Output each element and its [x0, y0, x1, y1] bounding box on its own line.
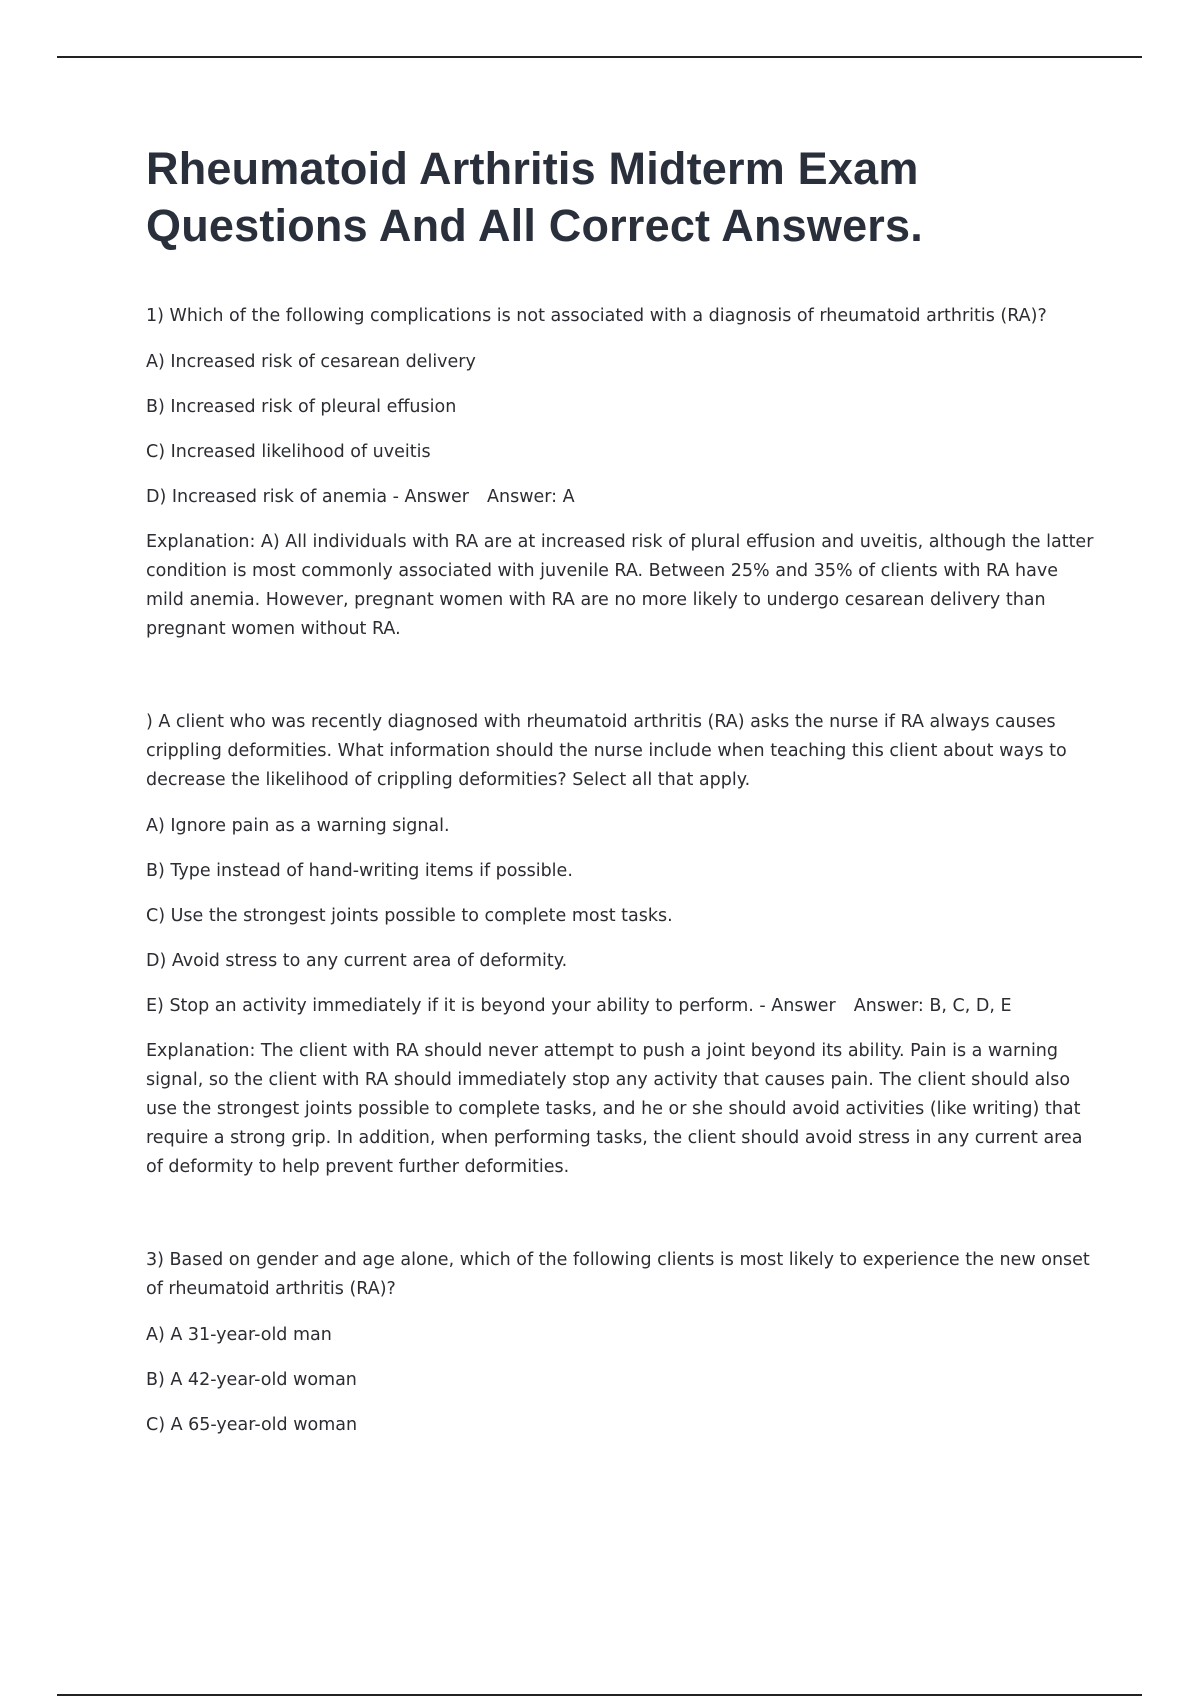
correct-answer: Answer: A [487, 487, 575, 507]
answer-option: B) A 42-year-old woman [146, 1370, 357, 1390]
answer-option: C) Increased likelihood of uveitis [146, 442, 431, 462]
answer-option: C) A 65-year-old woman [146, 1415, 358, 1435]
question-block [146, 302, 1096, 644]
answer-option: E) Stop an activity immediately if it is beyond your ability to perform. - Answer [146, 996, 836, 1016]
document-title: Rheumatoid Arthritis Midterm Exam Questions And All Correct Answers. [146, 143, 923, 251]
question-text: 3) Based on gender and age alone, which of the following clients is most likely to experience the new onset of rheumatoid arthritis (RA)? [146, 1250, 1090, 1299]
answer-option: B) Increased risk of pleural effusion [146, 397, 457, 417]
answer-option: A) A 31-year-old man [146, 1325, 332, 1345]
answer-option: D) Avoid stress to any current area of deformity. [146, 951, 568, 971]
answer-option: D) Increased risk of anemia - Answer [146, 487, 470, 507]
bottom-rule [57, 1694, 1142, 1696]
top-rule [57, 56, 1142, 58]
answer-option: B) Type instead of hand-writing items if possible. [146, 861, 573, 881]
question-text: 1) Which of the following complications is not associated with a diagnosis of rheumatoid arthritis (RA)? [146, 306, 1047, 326]
answer-option: A) Ignore pain as a warning signal. [146, 816, 450, 836]
explanation-text: Explanation: A) All individuals with RA are at increased risk of plural effusion and uveitis, although the latter condition is most commonly associated with juvenile RA. Between 25% and 35% of clients with RA have mild anemia. However, pregnant women with RA are no more likely to undergo cesarean delivery than pregnant women without RA. [146, 532, 1094, 639]
explanation-text: Explanation: The client with RA should never attempt to push a joint beyond its ability. Pain is a warning signal, so the client with RA should immediately stop any activity that causes pain. The client should also use the strongest joints possible to complete tasks, and he or she should avoid activities (like writing) that require a strong grip. In addition, when performing tasks, the client should avoid stress in any current area of deformity to help prevent further deformities. [146, 1041, 1083, 1177]
question-text: ) A client who was recently diagnosed with rheumatoid arthritis (RA) asks the nurse if RA always causes crippling deformities. What information should the nurse include when teaching this client about ways to decrease the likelihood of crippling deformities? Select all that apply. [146, 712, 1067, 790]
question-block [146, 1246, 1096, 1440]
document-page [146, 140, 1096, 1456]
question-block [146, 708, 1096, 1182]
correct-answer: Answer: B, C, D, E [853, 996, 1012, 1016]
answer-option-with-key [146, 483, 1096, 512]
answer-option: A) Increased risk of cesarean delivery [146, 352, 476, 372]
answer-option-with-key [146, 992, 1096, 1021]
answer-option: C) Use the strongest joints possible to complete most tasks. [146, 906, 673, 926]
